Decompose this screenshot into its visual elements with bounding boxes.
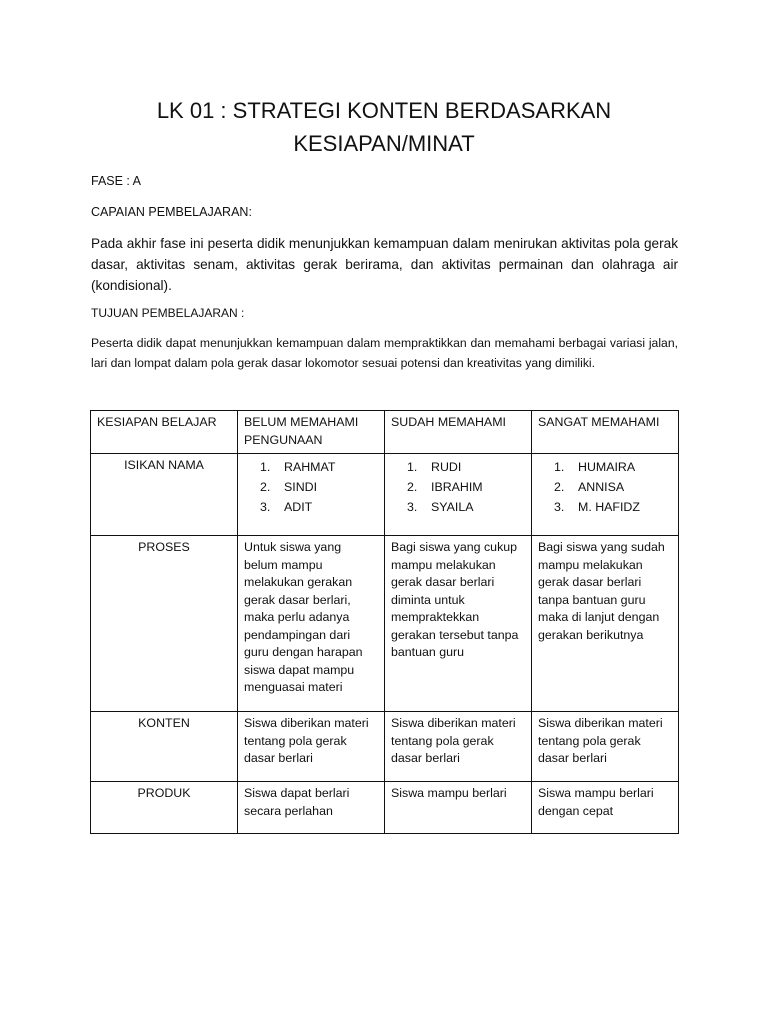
cell-produk-sudah: Siswa mampu berlari xyxy=(385,782,532,834)
table-header-row xyxy=(91,411,679,454)
cell-proses-sudah: Bagi siswa yang cukup mampu melakukan gerak dasar berlari diminta untuk mempraktekkan gerakan tersebut tanpa bantuan guru xyxy=(385,536,532,712)
cell-konten-belum: Siswa diberikan materi tentang pola gerak dasar berlari xyxy=(238,712,385,782)
cell-nama-sangat xyxy=(532,454,679,536)
name-list-sangat xyxy=(538,457,672,517)
cell-konten-sudah: Siswa diberikan materi tentang pola gerak dasar berlari xyxy=(385,712,532,782)
list-item: 2. IBRAHIM xyxy=(407,480,483,494)
header-sangat: SANGAT MEMAHAMI xyxy=(532,411,679,454)
cell-proses-belum: Untuk siswa yang belum mampu melakukan gerakan gerak dasar berlari, maka perlu adanya pendampingan dari guru dengan harapan siswa dapat mampu menguasai materi xyxy=(238,536,385,712)
table-row-isikan-nama xyxy=(91,454,679,536)
cell-produk-belum: Siswa dapat berlari secara perlahan xyxy=(238,782,385,834)
header-belum: BELUM MEMAHAMI PENGUNAAN xyxy=(238,411,385,454)
cell-konten-sangat: Siswa diberikan materi tentang pola gerak dasar berlari xyxy=(532,712,679,782)
list-item: 3. SYAILA xyxy=(407,500,474,514)
list-item: 1. HUMAIRA xyxy=(554,460,636,474)
table-row-proses xyxy=(91,536,679,712)
row-label-proses: PROSES xyxy=(91,536,238,712)
cell-nama-belum xyxy=(238,454,385,536)
strategy-table xyxy=(90,410,679,834)
cell-proses-sangat: Bagi siswa yang sudah mampu melakukan gerak dasar berlari tanpa bantuan guru maka di lanjut dengan gerakan berikutnya xyxy=(532,536,679,712)
name-list-belum xyxy=(244,457,378,517)
title-line-1: LK 01 : STRATEGI KONTEN BERDASARKAN xyxy=(156,98,612,123)
row-label-isikan-nama: ISIKAN NAMA xyxy=(91,454,238,536)
list-item: 2. SINDI xyxy=(260,480,318,494)
capaian-label: CAPAIAN PEMBELAJARAN: xyxy=(91,205,252,219)
title-line-2: KESIAPAN/MINAT xyxy=(293,131,475,156)
header-kesiapan: KESIAPAN BELAJAR xyxy=(91,411,238,454)
list-item: 3. ADIT xyxy=(260,500,313,514)
row-label-konten: KONTEN xyxy=(91,712,238,782)
tujuan-paragraph: Peserta didik dapat menunjukkan kemampuan dalam mempraktikkan dan memahami berbagai variasi jalan, lari dan lompat dalam pola gerak dasar lokomotor sesuai potensi dan kreativitas yang dimiliki. xyxy=(91,336,678,370)
list-item: 3. M. HAFIDZ xyxy=(554,500,640,514)
cell-produk-sangat: Siswa mampu berlari dengan cepat xyxy=(532,782,679,834)
table-row-produk xyxy=(91,782,679,834)
fase-label: FASE : A xyxy=(91,174,142,188)
capaian-paragraph: Pada akhir fase ini peserta didik menunjukkan kemampuan dalam menirukan aktivitas pola gerak dasar, aktivitas senam, aktivitas gerak berirama, dan aktivitas permainan dan olahraga air (kondisional). xyxy=(91,236,678,293)
list-item: 1. RAHMAT xyxy=(260,460,336,474)
list-item: 1. RUDI xyxy=(407,460,462,474)
tujuan-label: TUJUAN PEMBELAJARAN : xyxy=(91,306,245,320)
table-row-konten xyxy=(91,712,679,782)
row-label-produk: PRODUK xyxy=(91,782,238,834)
header-sudah: SUDAH MEMAHAMI xyxy=(385,411,532,454)
list-item: 2. ANNISA xyxy=(554,480,625,494)
document-title xyxy=(90,94,678,160)
cell-nama-sudah xyxy=(385,454,532,536)
name-list-sudah xyxy=(391,457,525,517)
